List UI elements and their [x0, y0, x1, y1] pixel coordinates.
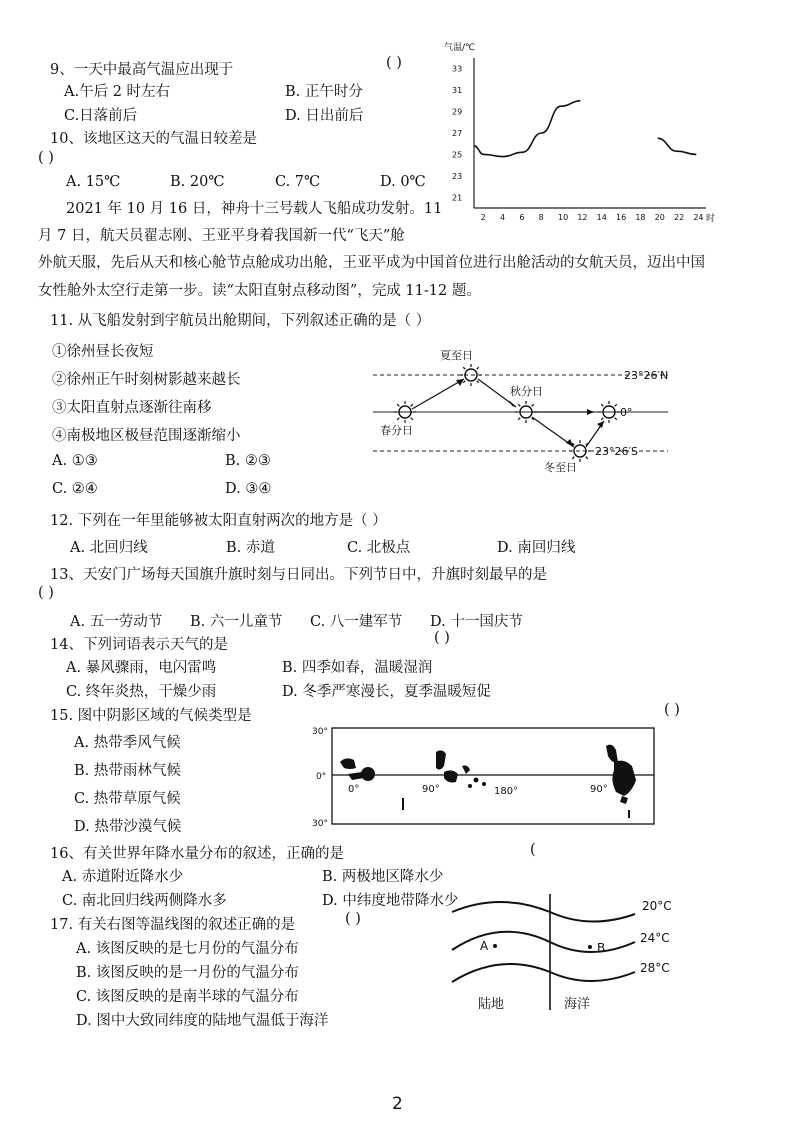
q15-option-b: B. 热带雨林气候	[74, 763, 181, 779]
label-spring-equinox: 春分日	[380, 424, 413, 437]
q16-stem: 16、有关世界年降水量分布的叙述，正确的是	[50, 846, 344, 862]
q11-stem: 11. 从飞船发射到宇航员出舱期间，下列叙述正确的是（ ）	[50, 313, 431, 329]
x-tick-label: 20	[654, 213, 665, 222]
q10-answer-bracket: ( )	[38, 150, 54, 166]
y-tick-label: 31	[452, 86, 463, 96]
q13-option-d: D. 十一国庆节	[430, 614, 523, 630]
isotherm-diagram	[440, 890, 690, 1020]
x-tick-label: 4	[500, 213, 506, 222]
q13-option-a: A. 五一劳动节	[70, 614, 163, 630]
q12-stem: 12. 下列在一年里能够被太阳直射两次的地方是（ ）	[50, 513, 387, 529]
land-label: 陆地	[478, 997, 505, 1012]
q17-option-a: A. 该图反映的是七月份的气温分布	[76, 941, 299, 957]
x-tick-label: 12	[577, 213, 588, 222]
label-autumn-equinox: 秋分日	[510, 385, 543, 398]
world-climate-map	[306, 722, 662, 830]
label-equator-0: 0°	[620, 406, 633, 419]
y-tick-label: 27	[452, 129, 463, 138]
isotherm-20	[452, 902, 635, 922]
map-lat-30s: 30°	[312, 819, 328, 829]
q10-option-a: A. 15℃	[66, 174, 121, 190]
sea-label: 海洋	[564, 997, 591, 1012]
label-summer-solstice: 夏至日	[440, 349, 473, 362]
q14-option-d: D. 冬季严寒漫长，夏季温暖短促	[282, 684, 491, 700]
map-lon-0: 0°	[348, 784, 360, 795]
q17-option-b: B. 该图反映的是一月份的气温分布	[76, 965, 299, 981]
q14-stem: 14、下列词语表示天气的是	[50, 637, 228, 653]
q10-option-d: D. 0℃	[380, 174, 426, 190]
x-tick-label: 8	[538, 213, 544, 222]
point-b-label: B	[597, 941, 606, 955]
x-tick-label: 6	[519, 213, 525, 222]
q17-option-c: C. 该图反映的是南半球的气温分布	[76, 989, 299, 1005]
q10-option-b: B. 20℃	[170, 174, 225, 190]
climate-shaded-regions	[340, 745, 636, 818]
passage-line-1: 2021 年 10 月 16 日，神舟十三号载人飞船成功发射。11	[66, 201, 443, 217]
map-frame	[332, 728, 654, 824]
q11-item-4: ④南极地区极昼范围逐渐缩小	[52, 428, 241, 444]
map-lat-0: 0°	[316, 772, 327, 782]
q10-stem: 10、该地区这天的气温日较差是	[50, 131, 257, 147]
q16-option-d: D. 中纬度地带降水少	[322, 893, 459, 909]
q14-option-a: A. 暴风骤雨，电闪雷鸣	[66, 660, 217, 676]
q11-option-d: D. ③④	[225, 481, 272, 497]
q11-item-2: ②徐州正午时刻树影越来越长	[52, 372, 241, 388]
isotherm-label-28: 28°C	[640, 961, 670, 975]
q15-stem: 15. 图中阴影区域的气候类型是	[50, 708, 252, 724]
q17-answer-bracket: ( )	[345, 911, 361, 927]
q17-stem: 17. 有关右图等温线图的叙述正确的是	[50, 917, 296, 933]
q16-option-b: B. 两极地区降水少	[322, 869, 444, 885]
q14-option-c: C. 终年炎热，干燥少雨	[66, 684, 217, 700]
q12-option-b: B. 赤道	[226, 540, 275, 556]
q9-option-b: B. 正午时分	[285, 84, 363, 100]
q11-option-a: A. ①③	[52, 453, 98, 469]
q16-answer-bracket: (	[530, 842, 536, 858]
q12-option-c: C. 北极点	[347, 540, 411, 556]
q17-option-d: D. 图中大致同纬度的陆地气温低于海洋	[76, 1013, 329, 1029]
passage-line-2: 月 7 日，航天员翟志刚、王亚平身着我国新一代“飞天”舱	[38, 228, 405, 244]
passage-line-3: 外航天服，先后从天和核心舱节点舱成功出舱，王亚平成为中国首位进行出舱活动的女航天员，迈出中国	[38, 255, 705, 271]
label-winter-solstice: 冬至日	[544, 461, 577, 474]
path-arrow-1	[412, 379, 464, 409]
x-tick-label: 10	[558, 213, 569, 222]
x-tick-label: 22	[674, 213, 685, 222]
q15-answer-bracket: ( )	[664, 702, 680, 718]
y-tick-label: 21	[452, 193, 463, 203]
chart-xlabel: 时	[706, 214, 716, 224]
isotherm-28	[452, 964, 635, 982]
label-23-26-n: 23°26′N	[624, 369, 669, 382]
x-tick-label: 18	[635, 213, 646, 222]
isotherm-label-24: 24°C	[640, 931, 670, 945]
point-a-label: A	[480, 939, 489, 953]
x-tick-label: 16	[616, 213, 627, 222]
map-lon-180: 180°	[494, 786, 519, 797]
q11-item-1: ①徐州昼长夜短	[52, 344, 154, 360]
y-tick-label: 25	[452, 150, 463, 160]
passage-line-4: 女性舱外太空行走第一步。读“太阳直射点移动图”，完成 11-12 题。	[38, 283, 481, 299]
q15-option-c: C. 热带草原气候	[74, 791, 181, 807]
q15-option-d: D. 热带沙漠气候	[74, 819, 182, 835]
chart-ylabel: 气温/℃	[444, 43, 476, 53]
q9-stem: 9、一天中最高气温应出现于	[50, 62, 234, 78]
q13-option-b: B. 六一儿童节	[190, 614, 283, 630]
x-tick-label: 24	[693, 213, 704, 222]
temperature-chart	[436, 40, 726, 225]
q11-option-c: C. ②④	[52, 481, 98, 497]
q14-option-b: B. 四季如春，温暖湿润	[282, 660, 433, 676]
q12-option-d: D. 南回归线	[497, 540, 576, 556]
point-a-dot	[493, 944, 497, 948]
page-number: 2	[392, 1094, 403, 1114]
q15-option-a: A. 热带季风气候	[74, 735, 181, 751]
q9-option-a: A.午后 2 时左右	[64, 84, 171, 100]
q13-answer-bracket: ( )	[38, 585, 54, 601]
x-tick-label: 14	[596, 213, 607, 222]
map-lon-90e: 90°	[422, 784, 440, 795]
temperature-curve-segment	[658, 138, 697, 154]
label-23-26-s: 23°26′S	[595, 445, 638, 458]
q11-option-b: B. ②③	[225, 453, 271, 469]
map-lon-90w: 90°	[590, 784, 608, 795]
q13-option-c: C. 八一建军节	[310, 614, 403, 630]
q9-option-d: D. 日出前后	[285, 108, 364, 124]
y-tick-label: 29	[452, 107, 463, 117]
q10-option-c: C. 7℃	[275, 174, 321, 190]
y-tick-label: 23	[452, 171, 463, 181]
q16-option-a: A. 赤道附近降水少	[62, 869, 184, 885]
map-lat-30n: 30°	[312, 727, 328, 737]
x-tick-label: 2	[480, 213, 486, 222]
isotherm-label-20: 20°C	[642, 899, 672, 913]
point-b-dot	[588, 945, 592, 949]
q11-item-3: ③太阳直射点逐渐往南移	[52, 400, 212, 416]
q13-stem: 13、天安门广场每天国旗升旗时刻与日同出。下列节日中，升旗时刻最早的是	[50, 567, 547, 583]
q12-option-a: A. 北回归线	[70, 540, 148, 556]
y-tick-label: 33	[452, 64, 463, 74]
sun-direct-point-diagram	[368, 343, 688, 483]
q14-answer-bracket: ( )	[434, 630, 450, 646]
q9-answer-bracket: ( )	[386, 55, 402, 71]
q9-option-c: C.日落前后	[64, 108, 138, 124]
q16-option-c: C. 南北回归线两侧降水多	[62, 893, 227, 909]
temperature-curve-segment	[474, 101, 580, 157]
